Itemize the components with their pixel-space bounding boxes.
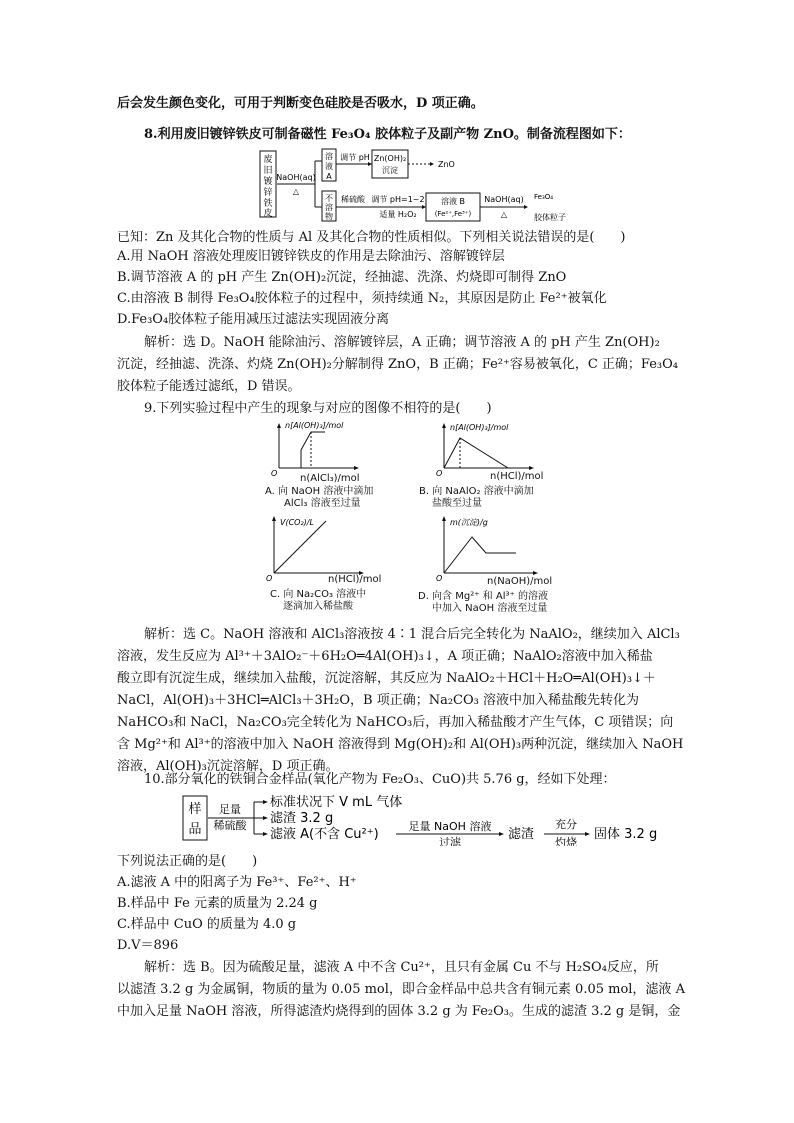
origin-label: O [436, 469, 443, 478]
q10-option-a: A.滤液 A 中的阳离子为 Fe³⁺、Fe²⁺、H⁺ [117, 875, 357, 890]
q8-option-b: B.调节溶液 A 的 pH 产生 Zn(OH)₂沉淀，经抽滤、洗涤、灼烧即可制得 ZnO [117, 270, 567, 285]
q9-analysis-line: 溶液，发生反应为 Al³⁺＋3AlO₂⁻＋6H₂O═4Al(OH)₃↓，A 项正确；NaAlO₂溶液中加入稀盐 [117, 649, 653, 664]
sol-a-char: A [326, 172, 332, 181]
x-axis-label: n(AlCl₃)/mol [300, 473, 360, 484]
q9-analysis-line: NaHCO₃和 NaCl，Na₂CO₃完全转化为 NaHCO₃后，再加入稀盐酸才产生气体，C 项错误；向 [117, 715, 674, 730]
continuation-line: 后会发生颜色变化，可用于判断变色硅胶是否吸水，D 项正确。 [117, 96, 484, 111]
zn-oh-label: Zn(OH)₂ [373, 154, 407, 163]
q10-option-b: B.样品中 Fe 元素的质量为 2.24 g [117, 896, 318, 911]
solid-label: 固体 3.2 g [594, 827, 658, 842]
graph-d-caption: D. 向含 Mg²⁺ 和 Al³⁺ 的溶液 [418, 591, 548, 602]
graph-c-caption: 逐滴加入稀盐酸 [283, 601, 353, 612]
x-axis-label: n(HCl)/mol [328, 574, 382, 585]
gas-label: 标准状况下 V mL 气体 [270, 795, 403, 810]
y-axis-label: V(CO₂)/L [280, 518, 314, 527]
start-char: 铁 [263, 199, 273, 209]
burn-label: 灼烧 [555, 836, 577, 846]
q8-flowchart [258, 147, 578, 223]
filter-label: 过滤 [439, 836, 461, 846]
start-char: 镀 [263, 177, 273, 187]
dil-acid-label: 稀硫酸 [341, 195, 365, 204]
sol-b-label: 溶液 B [440, 197, 466, 206]
q9-analysis-line: NaCl，Al(OH)₃＋3HCl═AlCl₃＋3H₂O，B 项正确；Na₂CO₃ 溶液中加入稀盐酸先转化为 [117, 693, 639, 708]
q10-analysis-line: 中加入足量 NaOH 溶液，所得滤渣灼烧得到的固体 3.2 g 为 Fe₂O₃。生成的滤渣 3.2 g 是铜，金 [117, 1004, 681, 1019]
q10-question: 下列说法正确的是( ) [117, 854, 258, 869]
q10-analysis-line: 解析：选 B。因为硫酸足量，滤液 A 中不含 Cu²⁺，且只有金属 Cu 不与 H₂SO₄反应，所 [144, 960, 659, 975]
graph-b-caption: 盐酸至过量 [432, 498, 482, 509]
x-axis-label: n(NaOH)/mol [487, 576, 553, 587]
colloid-label: 胶体粒子 [534, 213, 566, 222]
q10-stem: 10.部分氧化的铁铜合金样品(氧化产物为 Fe₂O₃、CuO)共 5.76 g，经如下处理： [144, 772, 616, 787]
fe3o4-label: Fe₃O₄ [534, 193, 554, 201]
precip-label: 沉淀 [382, 166, 398, 175]
residue2-label: 滤渣 [508, 827, 535, 842]
graph-c-caption: C. 向 Na₂CO₃ 溶液中 [270, 589, 367, 600]
adjust-ph-label: 调节 pH [340, 153, 370, 162]
q8-stem: 8.利用废旧镀锌铁皮可制备磁性 Fe₃O₄ 胶体粒子及副产物 ZnO。制备流程图如下： [144, 127, 631, 142]
naoh2-label: NaOH(aq) [484, 195, 524, 204]
zno-label: ZnO [438, 160, 455, 169]
residue-label: 滤渣 3.2 g [270, 811, 334, 826]
start-char: 锌 [263, 188, 273, 198]
q9-analysis-line: 解析：选 C。NaOH 溶液和 AlCl₃溶液按 4∶1 混合后完全转化为 NaAlO₂，继续加入 AlCl₃ [144, 627, 680, 642]
y-axis-label: m(沉淀)/g [450, 518, 488, 527]
q9-analysis-line: 酸立即有沉淀生成，继续加入盐酸，沉淀溶解，其反应为 NaAlO₂＋HCl＋H₂O═Al(OH)₃↓＋ [117, 671, 656, 686]
start-char: 废 [263, 155, 273, 165]
ions-label: (Fe²⁺,Fe³⁺) [434, 210, 472, 218]
q9-stem: 9.下列实验过程中产生的现象与对应的图像不相符的是( ) [144, 401, 492, 416]
q8-analysis-line: 沉淀，经抽滤、洗涤、灼烧 Zn(OH)₂分解制得 ZnO，B 正确；Fe²⁺容易被氧化，C 正确；Fe₃O₄ [117, 357, 679, 372]
h2o2-label: 适量 H₂O₂ [379, 210, 417, 219]
start-char: 皮 [263, 209, 273, 219]
q9-analysis-line: 溶液，Al(OH)₃沉淀溶解，D 项正确。 [117, 759, 339, 774]
q8-option-c: C.由溶液 B 制得 Fe₃O₄胶体粒子的过程中，须持续通 N₂，其原因是防止 Fe²⁺被氧化 [117, 291, 607, 306]
filtrate-label: 滤液 A(不含 Cu²⁺) [270, 827, 379, 842]
graph-d-caption: 中加入 NaOH 溶液至过量 [432, 603, 548, 614]
q10-analysis-line: 以滤渣 3.2 g 为金属铜，物质的量为 0.05 mol，即合金样品中总共含有铜元素 0.05 mol，滤液 A [117, 982, 685, 997]
graph-a-caption: A. 向 NaOH 溶液中滴加 [265, 486, 374, 497]
origin-label: O [271, 469, 278, 478]
q10-flowchart [182, 792, 662, 846]
insol-char: 物 [325, 212, 333, 221]
adjust-ph2-label: 调节 pH=1~2 [371, 195, 425, 204]
q9-analysis-line: 含 Mg²⁺和 Al³⁺的溶液中加入 NaOH 溶液得到 Mg(OH)₂和 Al(OH)₃两种沉淀，继续加入 NaOH [117, 737, 684, 752]
sol-a-char: 液 [325, 162, 333, 171]
delta2-label: △ [500, 210, 508, 219]
origin-label: O [266, 574, 273, 581]
enough-label: 足量 [219, 803, 241, 816]
q8-option-d: D.Fe₃O₄胶体粒子能用减压过滤法实现固液分离 [117, 312, 390, 327]
naoh-label: 足量 NaOH 溶液 [408, 820, 492, 833]
q8-analysis-line: 解析：选 D。NaOH 能除油污、溶解镀锌层，A 正确；调节溶液 A 的 pH 产生 Zn(OH)₂ [144, 335, 660, 350]
q8-analysis-line: 胶体粒子能透过滤纸，D 错误。 [117, 379, 301, 394]
q8-known: 已知：Zn 及其化合物的性质与 Al 及其化合物的性质相似。下列相关说法错误的是( ) [117, 230, 626, 245]
sample-char: 样 [188, 802, 202, 817]
start-char: 旧 [263, 166, 273, 176]
x-axis-label: n(HCl)/mol [490, 471, 544, 482]
origin-label: O [436, 574, 443, 581]
naoh-label: NaOH(aq) [276, 173, 316, 182]
insol-char: 不 [325, 194, 333, 203]
graph-a-caption: AlCl₃ 溶液至过量 [284, 498, 361, 509]
q8-option-a: A.用 NaOH 溶液处理废旧镀锌铁皮的作用是去除油污、溶解镀锌层 [117, 249, 505, 264]
graph-b-caption: B. 向 NaAlO₂ 溶液中滴加 [419, 486, 534, 497]
graph-d [432, 513, 552, 581]
y-axis-label: n[Al(OH)₃]/mol [285, 421, 344, 430]
dil-acid-label: 稀硫酸 [213, 819, 247, 832]
delta-label: △ [292, 187, 300, 196]
sol-a-char: 溶 [325, 152, 333, 161]
y-axis-label: n[Al(OH)₃]/mol [450, 423, 509, 432]
q10-option-c: C.样品中 CuO 的质量为 4.0 g [117, 917, 297, 932]
insol-char: 溶 [325, 203, 333, 212]
graph-c [262, 513, 372, 581]
full-label: 充分 [555, 818, 577, 831]
sample-char: 品 [188, 822, 202, 837]
q10-option-d: D.V＝896 [117, 938, 179, 953]
